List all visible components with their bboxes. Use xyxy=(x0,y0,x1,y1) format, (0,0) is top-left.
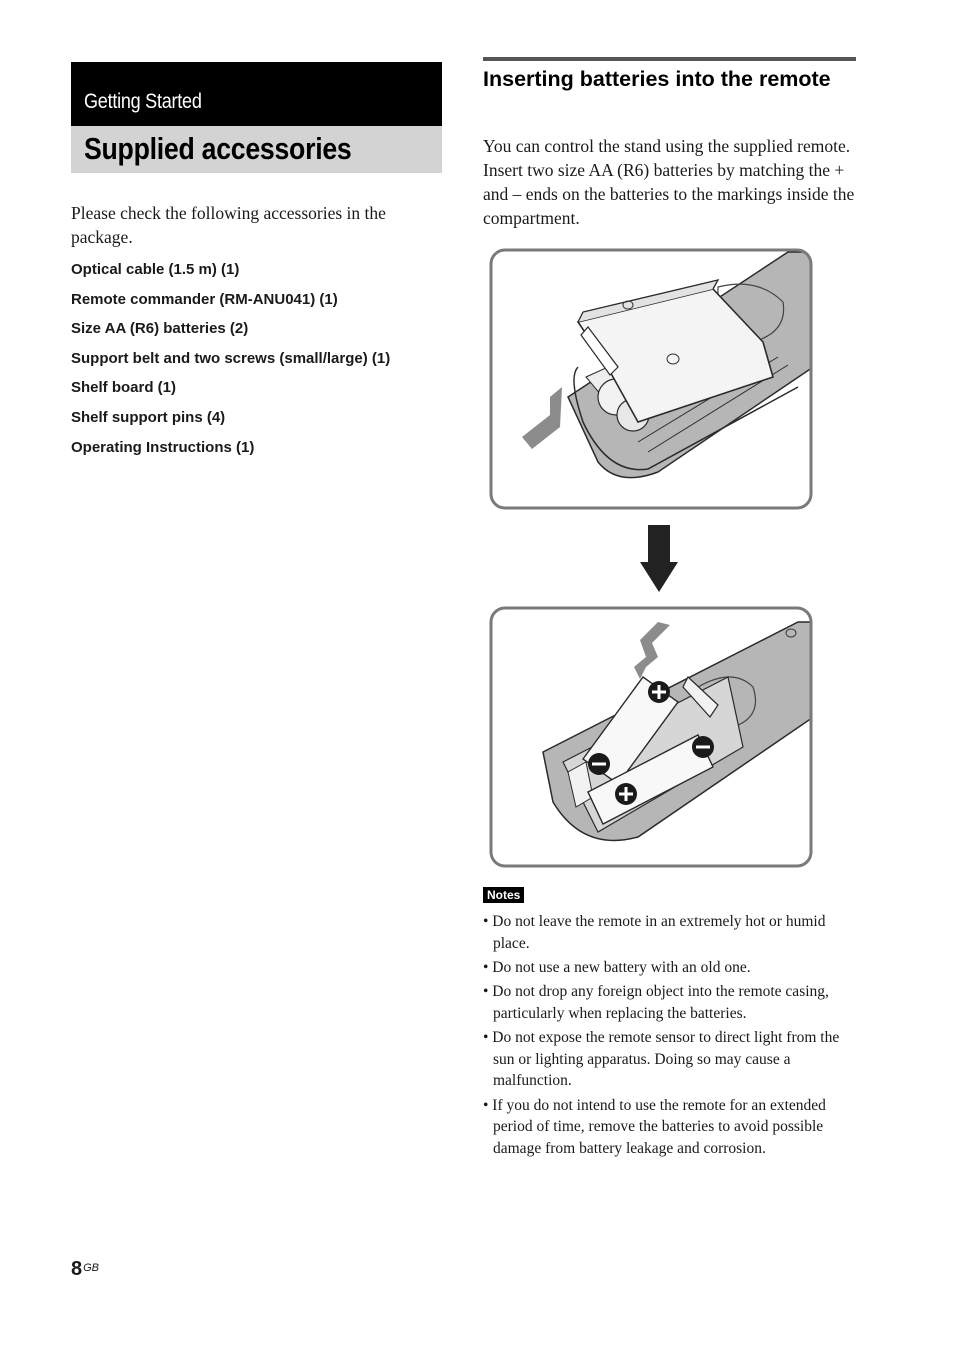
minus-icon xyxy=(588,753,610,775)
note-item: • Do not expose the remote sensor to direct light from the sun or lighting apparatus. Doing so may cause a malfunction. xyxy=(483,1029,840,1090)
note-item: • Do not leave the remote in an extremely hot or humid place. xyxy=(483,913,826,952)
accessory-item: Support belt and two screws (small/large) (1) xyxy=(71,350,391,367)
notes-list xyxy=(483,911,859,1162)
accessory-item: Operating Instructions (1) xyxy=(71,439,255,456)
note-item: • Do not drop any foreign object into the remote casing, particularly when replacing the batteries. xyxy=(483,983,829,1022)
down-arrow-icon xyxy=(640,525,678,592)
batteries-description: You can control the stand using the supplied remote. Insert two size AA (R6) batteries by matching the + and – ends on the batteries to the markings inside the compartment. xyxy=(483,136,855,228)
notes-badge: Notes xyxy=(483,887,524,903)
insert-arrow-icon xyxy=(634,622,670,679)
minus-icon xyxy=(692,736,714,758)
heading-rule xyxy=(483,57,856,61)
accessory-item: Shelf board (1) xyxy=(71,379,177,396)
accessory-item: Remote commander (RM-ANU041) (1) xyxy=(71,291,338,308)
plus-icon xyxy=(648,681,670,703)
accessory-item: Shelf support pins (4) xyxy=(71,409,226,426)
page-suffix: GB xyxy=(83,1262,100,1274)
step-insert-batteries-panel xyxy=(491,608,818,866)
accessory-item: Optical cable (1.5 m) (1) xyxy=(71,261,240,278)
note-item: • Do not use a new battery with an old one. xyxy=(483,958,751,976)
plus-icon xyxy=(615,783,637,805)
slide-arrow-icon xyxy=(522,387,562,449)
note-item: • If you do not intend to use the remote for an extended period of time, remove the batteries to avoid possible damage from battery leakage and corrosion. xyxy=(483,1096,826,1158)
page-number xyxy=(71,1258,99,1281)
page-number-value: 8 xyxy=(71,1258,83,1280)
section-label: Getting Started xyxy=(84,90,202,113)
intro-text: Please check the following accessories in the package. xyxy=(71,203,386,247)
step-open-cover-panel xyxy=(491,250,818,508)
accessories-list xyxy=(71,261,441,457)
page-title: Supplied accessories xyxy=(84,131,352,166)
batteries-heading: Inserting batteries into the remote xyxy=(483,67,831,91)
accessory-item: Size AA (R6) batteries (2) xyxy=(71,320,249,337)
battery-insertion-illustration xyxy=(488,247,818,872)
